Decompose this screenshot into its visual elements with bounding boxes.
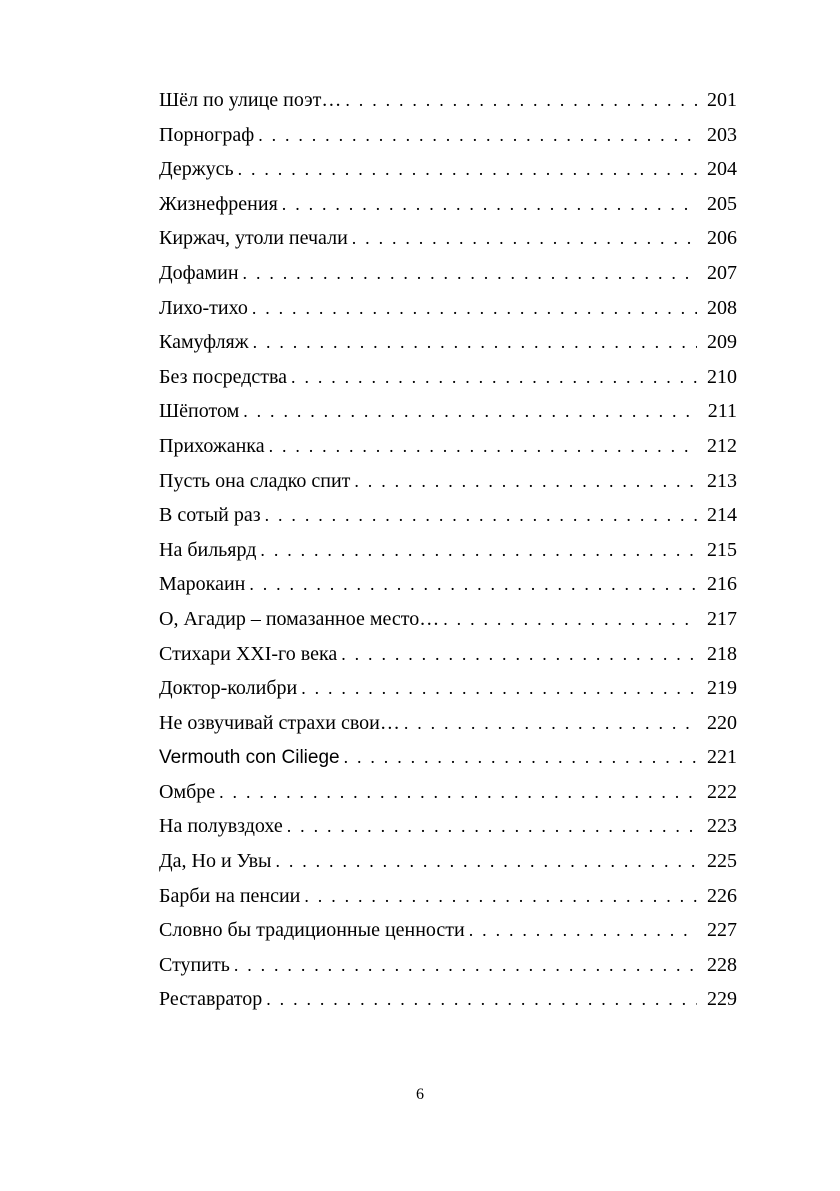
toc-entry: [159, 740, 737, 775]
dot-leader: [266, 982, 697, 1017]
toc-entry: [159, 325, 737, 360]
toc-entry-page: 221: [707, 746, 737, 769]
dot-leader: [275, 844, 697, 879]
toc-entry: [159, 706, 737, 741]
dot-leader: [269, 429, 697, 464]
dot-leader: [304, 879, 697, 914]
toc-entry-title: Омбре: [159, 780, 216, 803]
toc-entry-title: Дофамин: [159, 261, 239, 284]
toc-entry-page: 216: [707, 573, 737, 596]
toc-entry-title: Держусь: [159, 158, 234, 181]
toc-entry-title: Словно бы традиционные ценности: [159, 919, 465, 942]
toc-entry-title: Да, Но и Увы: [159, 850, 272, 873]
toc-entry: [159, 221, 737, 256]
toc-entry: [159, 844, 737, 879]
toc-entry-title: Пусть она сладко спит: [159, 469, 351, 492]
toc-entry: [159, 602, 737, 637]
toc-entry: [159, 498, 737, 533]
toc-entry: [159, 187, 737, 222]
toc-entry-title: Жизнефрения: [159, 192, 278, 215]
toc-entry-page: 201: [707, 89, 737, 111]
toc-entry-page: 218: [707, 642, 737, 665]
toc-entry-title: Камуфляж: [159, 331, 249, 354]
toc-entry-title: Ступить: [159, 953, 230, 976]
toc-entry-title: Доктор-колибри: [159, 677, 298, 700]
dot-leader: [404, 706, 697, 741]
toc-entry: [159, 394, 737, 429]
toc-entry-title: Vermouth con Ciliege: [159, 747, 340, 769]
toc-entry-page: 225: [707, 850, 737, 873]
toc-entry-page: 211: [707, 400, 737, 423]
toc-entry-page: 210: [707, 365, 737, 388]
toc-entry-page: 222: [707, 780, 737, 803]
toc-entry-title: Не озвучивай страхи свои…: [159, 711, 400, 734]
toc-entry-title: Стихари XXI-го века: [159, 642, 338, 665]
dot-leader: [301, 671, 697, 706]
toc-entry: [159, 809, 737, 844]
dot-leader: [344, 740, 697, 775]
toc-entry-title: О, Агадир – помазанное место…: [159, 607, 440, 630]
toc-entry-page: 206: [707, 227, 737, 250]
toc-entry: [159, 429, 737, 464]
toc-entry-page: 203: [707, 123, 737, 146]
dot-leader: [469, 913, 697, 948]
dot-leader: [219, 775, 697, 810]
toc-entry: [159, 948, 737, 983]
toc-entry: [159, 360, 737, 395]
toc-entry-title: Барби на пенсии: [159, 884, 301, 907]
toc-entry-title: Без посредства: [159, 365, 288, 388]
dot-leader: [252, 291, 697, 326]
toc-entry: [159, 913, 737, 948]
toc-entry-page: 226: [707, 884, 737, 907]
toc-entry: [159, 118, 737, 153]
toc-entry-title: Порнограф: [159, 123, 255, 146]
toc-entry-title: На бильярд: [159, 538, 257, 561]
dot-leader: [352, 221, 697, 256]
toc-entry-title: Шёл по улице поэт…: [159, 89, 342, 111]
toc-entry: [159, 982, 737, 1017]
toc-entry: [159, 637, 737, 672]
dot-leader: [249, 567, 697, 602]
dot-leader: [291, 360, 697, 395]
dot-leader: [354, 464, 697, 499]
toc-entry-page: 213: [707, 469, 737, 492]
toc-entry-title: Марокаин: [159, 573, 246, 596]
page-number: 6: [416, 1086, 424, 1103]
toc-entry-title: На полувздохе: [159, 815, 283, 838]
dot-leader: [287, 809, 697, 844]
table-of-contents: [159, 83, 737, 1017]
toc-entry-page: 214: [707, 504, 737, 527]
dot-leader: [265, 498, 697, 533]
toc-entry-title: Киржач, утоли печали: [159, 227, 348, 250]
dot-leader: [443, 602, 697, 637]
toc-entry-page: 219: [707, 677, 737, 700]
toc-entry-page: 220: [707, 711, 737, 734]
toc-entry: [159, 152, 737, 187]
dot-leader: [238, 152, 697, 187]
toc-entry-page: 215: [707, 538, 737, 561]
dot-leader: [282, 187, 697, 222]
toc-entry: [159, 775, 737, 810]
toc-entry: [159, 256, 737, 291]
toc-entry-page: 229: [707, 988, 737, 1011]
toc-entry: [159, 567, 737, 602]
toc-entry-page: 204: [707, 158, 737, 181]
dot-leader: [260, 533, 697, 568]
toc-entry-page: 208: [707, 296, 737, 319]
toc-entry-title: Шёпотом: [159, 400, 240, 423]
toc-entry-page: 223: [707, 815, 737, 838]
dot-leader: [253, 325, 697, 360]
toc-entry-page: 209: [707, 331, 737, 354]
toc-entry-title: Прихожанка: [159, 434, 265, 457]
toc-entry: [159, 291, 737, 326]
toc-entry: [159, 879, 737, 914]
toc-entry-page: 227: [707, 919, 737, 942]
toc-entry-page: 207: [707, 261, 737, 284]
toc-entry-page: 228: [707, 953, 737, 976]
toc-entry: [159, 671, 737, 706]
toc-entry: [159, 533, 737, 568]
dot-leader: [341, 637, 697, 672]
toc-entry-page: 205: [707, 192, 737, 215]
toc-entry-title: Лихо-тихо: [159, 296, 248, 319]
toc-entry-title: В сотый раз: [159, 504, 261, 527]
dot-leader: [345, 83, 697, 118]
toc-entry: [159, 464, 737, 499]
dot-leader: [234, 948, 697, 983]
toc-entry-page: 212: [707, 434, 737, 457]
toc-entry-page: 217: [707, 607, 737, 630]
dot-leader: [243, 394, 697, 429]
toc-entry: [159, 83, 737, 118]
dot-leader: [243, 256, 697, 291]
toc-entry-title: Реставратор: [159, 988, 263, 1011]
dot-leader: [258, 118, 697, 153]
